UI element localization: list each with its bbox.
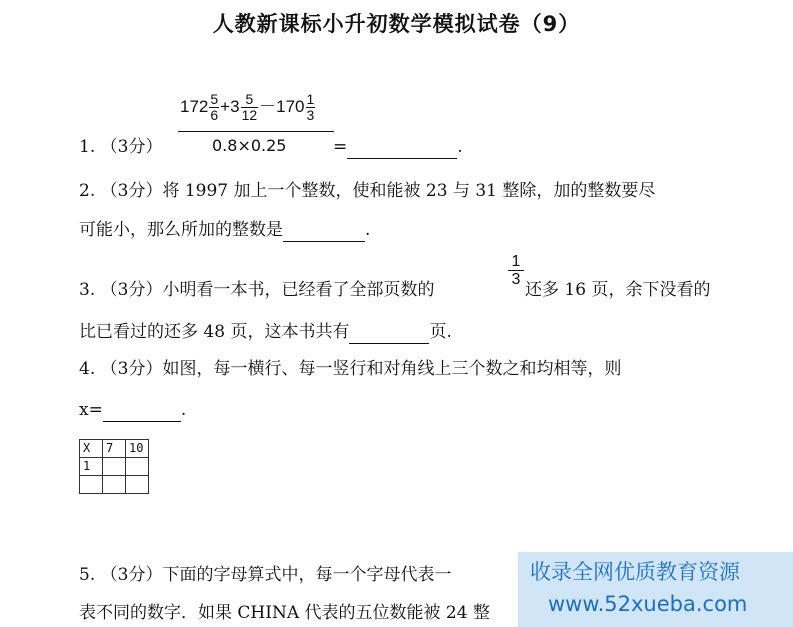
q1-label — [79, 136, 162, 158]
grid-cell: 1 — [80, 458, 103, 476]
grid-cell — [80, 476, 103, 494]
q1-score: （3分） — [100, 137, 163, 157]
q3-fraction — [508, 253, 524, 288]
q3-frac-den: 3 — [511, 271, 521, 288]
q1-frac-1-num: 5 — [210, 91, 219, 108]
grid-row — [80, 458, 149, 476]
grid-cell — [103, 476, 126, 494]
q3-line-1-a: 3. （3分）小明看一本书，已经看了全部页数的 — [79, 280, 435, 300]
q4-line-2-text: x= — [79, 400, 103, 420]
q1-whole-1: 172 — [180, 97, 209, 116]
q3-line-2 — [79, 321, 452, 344]
grid-cell: 10 — [126, 440, 149, 458]
q3-line-2-a: 比已看过的还多 48 页，这本书共有 — [79, 322, 350, 342]
watermark-slogan: 收录全网优质教育资源 — [530, 560, 740, 584]
q4-answer-blank[interactable] — [103, 399, 181, 422]
q1-answer — [333, 136, 463, 159]
q1-answer-blank[interactable] — [347, 136, 457, 159]
q4-line-1: 4. （3分）如图，每一横行、每一竖行和对角线上三个数之和均相等，则 — [79, 359, 622, 379]
q1-denominator: 0.8×0.25 — [212, 136, 287, 155]
q1-frac-2-den: 12 — [241, 107, 258, 124]
q3-line-1-b: 还多 16 页，余下没看的 — [525, 280, 711, 300]
grid-row — [80, 476, 149, 494]
grid-cell: X — [80, 440, 103, 458]
q1-fraction-bar — [178, 131, 334, 132]
q1-frac-2 — [241, 92, 259, 123]
q1-frac-3-num: 1 — [306, 91, 315, 108]
grid-cell — [103, 458, 126, 476]
q3-line-1 — [79, 279, 434, 301]
q1-frac-3 — [306, 92, 316, 123]
q1-number: 1. — [79, 137, 96, 157]
q1-frac-1-den: 6 — [210, 107, 219, 124]
q3-line-2-b: 页. — [429, 322, 452, 342]
q4-end: . — [180, 400, 187, 420]
q2-answer-blank[interactable] — [283, 219, 365, 242]
magic-square-grid — [79, 439, 149, 494]
grid-row — [80, 440, 149, 458]
q1-plus: +3 — [220, 97, 240, 116]
q1-frac-3-den: 3 — [306, 107, 315, 124]
q2-line-2 — [79, 219, 370, 242]
q2-line-2-text: 可能小，那么所加的整数是 — [79, 220, 283, 240]
grid-cell — [126, 458, 149, 476]
q1-equals: = — [333, 137, 348, 157]
q1-end: . — [457, 137, 463, 157]
watermark-banner — [518, 552, 793, 627]
q1-minus: －170 — [259, 97, 305, 116]
q3-answer-blank[interactable] — [349, 321, 429, 344]
q1-frac-2-num: 5 — [241, 92, 259, 108]
q1-numerator — [180, 92, 316, 123]
q4-line-2 — [79, 399, 186, 422]
q2-end: . — [365, 220, 371, 240]
page-title: 人教新课标小升初数学模拟试卷（9） — [212, 12, 581, 36]
watermark-url: www.52xueba.com — [548, 592, 748, 616]
q5-line-1: 5. （3分）下面的字母算式中，每一个字母代表一 — [79, 565, 452, 585]
q2-line-1: 2. （3分）将 1997 加上一个整数，使和能被 23 与 31 整除，加的整数要尽 — [79, 181, 656, 201]
q5-line-2: 表不同的数字．如果 CHINA 代表的五位数能被 24 整 — [79, 603, 490, 623]
grid-cell — [126, 476, 149, 494]
grid-cell: 7 — [103, 440, 126, 458]
q3-frac-num: 1 — [508, 253, 524, 271]
q1-frac-1 — [209, 92, 219, 123]
